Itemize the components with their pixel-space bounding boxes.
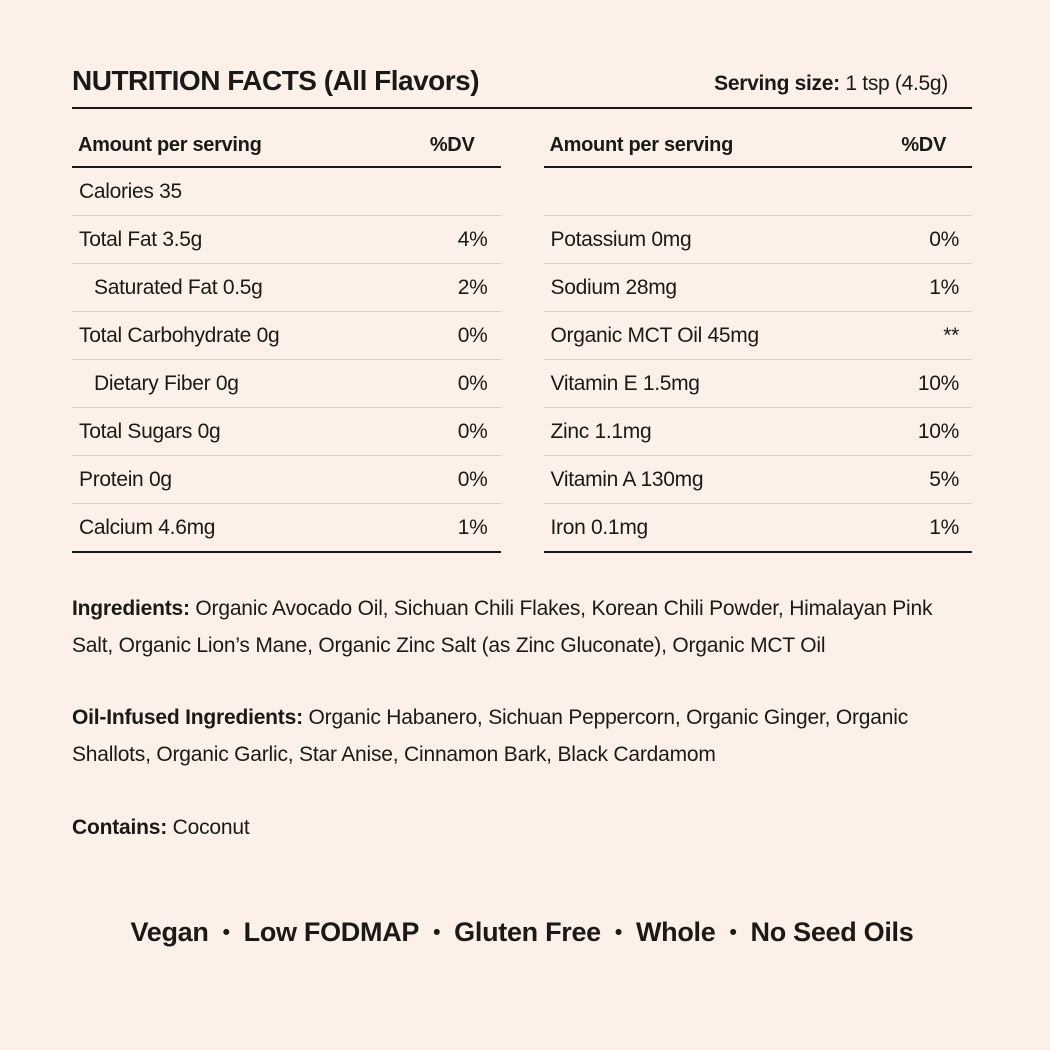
row-label: Iron 0.1mg bbox=[550, 515, 648, 539]
table-row-total-sugars bbox=[72, 408, 501, 456]
row-dv: 4% bbox=[457, 227, 488, 251]
row-label: Protein 0g bbox=[79, 467, 172, 491]
table-row-potassium bbox=[544, 216, 973, 264]
amount-per-serving-header: Amount per serving bbox=[78, 134, 262, 156]
ingredients-text: Organic Avocado Oil, Sichuan Chili Flakes, Korean Chili Powder, Himalayan Pink Salt, Organic Lion’s Mane, Organic Zinc Salt (as Zinc Gluconate), Organic MCT Oil bbox=[72, 597, 933, 657]
bullet-separator-icon: • bbox=[222, 921, 230, 944]
table-row-iron bbox=[544, 504, 973, 553]
contains-text: Coconut bbox=[167, 816, 250, 839]
row-label: Potassium 0mg bbox=[550, 227, 692, 251]
badge-vegan: Vegan bbox=[130, 917, 209, 947]
row-label: Total Fat 3.5g bbox=[79, 227, 203, 251]
table-row-calories bbox=[72, 168, 501, 216]
badge-no-seed-oils: No Seed Oils bbox=[750, 917, 914, 947]
row-dv: 0% bbox=[457, 419, 488, 443]
row-dv: 0% bbox=[457, 467, 488, 491]
row-label: Total Carbohydrate 0g bbox=[79, 323, 280, 347]
bullet-separator-icon: • bbox=[729, 921, 737, 944]
serving-size-label: Serving size: bbox=[714, 72, 840, 95]
oil-infused-paragraph bbox=[72, 699, 972, 773]
table-row-zinc bbox=[544, 408, 973, 456]
row-label: Dietary Fiber 0g bbox=[94, 371, 239, 395]
row-dv: 0% bbox=[929, 227, 959, 251]
bullet-separator-icon: • bbox=[433, 921, 441, 944]
oil-infused-text: Organic Habanero, Sichuan Peppercorn, Organic Ginger, Organic Shallots, Organic Garlic, Star Anise, Cinnamon Bark, Black Cardamom bbox=[72, 706, 908, 766]
row-dv: 2% bbox=[457, 275, 488, 299]
column-header bbox=[544, 109, 973, 168]
table-row-vitamin-e bbox=[544, 360, 973, 408]
row-dv: 1% bbox=[929, 515, 959, 539]
table-row-sodium bbox=[544, 264, 973, 312]
badge-gluten-free: Gluten Free bbox=[454, 917, 601, 947]
table-row-saturated-fat bbox=[72, 264, 501, 312]
row-dv: ** bbox=[943, 323, 959, 347]
row-label: Zinc 1.1mg bbox=[550, 419, 652, 443]
table-row-vitamin-a bbox=[544, 456, 973, 504]
column-header bbox=[72, 109, 501, 168]
contains-label: Contains: bbox=[72, 816, 168, 839]
row-label: Calcium 4.6mg bbox=[79, 515, 216, 539]
table-row-mct-oil bbox=[544, 312, 973, 360]
ingredients-paragraph bbox=[72, 590, 972, 664]
serving-size bbox=[714, 72, 972, 96]
row-label: Saturated Fat 0.5g bbox=[94, 275, 263, 299]
row-dv: 5% bbox=[929, 467, 959, 491]
row-label: Total Sugars 0g bbox=[79, 419, 221, 443]
table-row-calcium bbox=[72, 504, 501, 553]
table-row-dietary-fiber bbox=[72, 360, 501, 408]
dv-header: %DV bbox=[429, 134, 475, 156]
table-row-empty bbox=[544, 168, 973, 216]
page-title: NUTRITION FACTS (All Flavors) bbox=[72, 65, 480, 96]
row-label: Organic MCT Oil 45mg bbox=[550, 323, 759, 347]
row-dv: 0% bbox=[457, 371, 488, 395]
nutrition-column-left bbox=[72, 109, 501, 553]
row-label: Vitamin E 1.5mg bbox=[550, 371, 700, 395]
ingredients-label: Ingredients: bbox=[72, 597, 190, 620]
row-label: Vitamin A 130mg bbox=[550, 467, 704, 491]
oil-infused-label: Oil-Infused Ingredients: bbox=[72, 706, 303, 729]
nutrition-column-right bbox=[544, 109, 973, 553]
serving-size-value: 1 tsp (4.5g) bbox=[845, 72, 948, 95]
row-dv: 10% bbox=[917, 419, 959, 443]
header-row bbox=[72, 66, 972, 109]
nutrition-table bbox=[72, 109, 972, 553]
table-row-protein bbox=[72, 456, 501, 504]
table-row-total-fat bbox=[72, 216, 501, 264]
diet-badges bbox=[72, 917, 972, 948]
row-dv: 1% bbox=[457, 515, 488, 539]
dv-header: %DV bbox=[901, 134, 946, 156]
row-label: Sodium 28mg bbox=[550, 275, 677, 299]
row-dv: 0% bbox=[457, 323, 488, 347]
contains-paragraph bbox=[72, 809, 972, 846]
amount-per-serving-header: Amount per serving bbox=[549, 134, 734, 156]
badge-whole: Whole bbox=[635, 917, 716, 947]
bullet-separator-icon: • bbox=[614, 921, 622, 944]
badge-low-fodmap: Low FODMAP bbox=[243, 917, 420, 947]
row-label: Calories 35 bbox=[79, 179, 182, 203]
table-row-total-carbohydrate bbox=[72, 312, 501, 360]
row-dv: 1% bbox=[929, 275, 959, 299]
row-dv: 10% bbox=[917, 371, 959, 395]
